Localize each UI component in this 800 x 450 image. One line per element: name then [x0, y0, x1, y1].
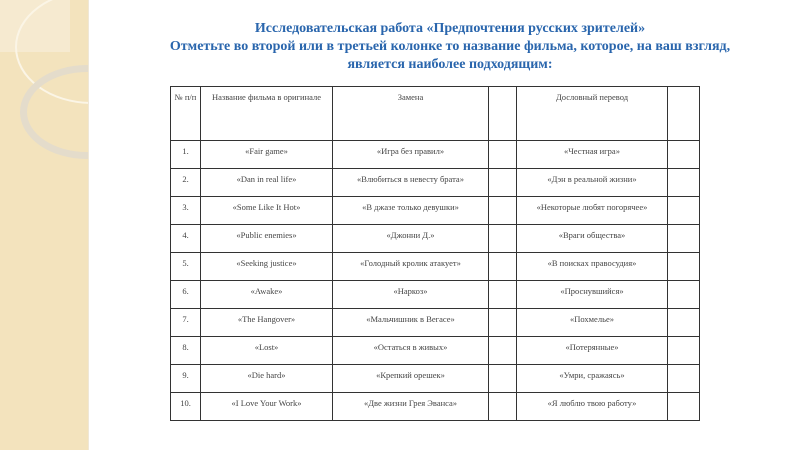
literal-translation: «Умри, сражаясь»	[517, 365, 668, 393]
header-original-title: Название фильма в оригинале	[201, 87, 333, 141]
literal-translation: «Враги общества»	[517, 225, 668, 253]
literal-translation: «Честная игра»	[517, 141, 668, 169]
original-title: «Awake»	[201, 281, 333, 309]
table-row	[171, 281, 700, 309]
mark-replacement-cell[interactable]	[489, 253, 517, 281]
row-number: 5.	[171, 253, 201, 281]
mark-literal-cell[interactable]	[668, 393, 700, 421]
mark-literal-cell[interactable]	[668, 169, 700, 197]
mark-replacement-cell[interactable]	[489, 141, 517, 169]
row-number: 9.	[171, 365, 201, 393]
row-number: 7.	[171, 309, 201, 337]
replacement-title: «Игра без правил»	[333, 141, 489, 169]
replacement-title: «Остаться в живых»	[333, 337, 489, 365]
row-number: 3.	[171, 197, 201, 225]
decorative-sidebar	[0, 0, 89, 450]
mark-replacement-cell[interactable]	[489, 197, 517, 225]
literal-translation: «Я люблю твою работу»	[517, 393, 668, 421]
header-check-literal[interactable]	[668, 87, 700, 141]
row-number: 1.	[171, 141, 201, 169]
literal-translation: «Похмелье»	[517, 309, 668, 337]
mark-literal-cell[interactable]	[668, 309, 700, 337]
mark-literal-cell[interactable]	[668, 281, 700, 309]
original-title: «Dan in real life»	[201, 169, 333, 197]
literal-translation: «Некоторые любят погорячее»	[517, 197, 668, 225]
mark-literal-cell[interactable]	[668, 197, 700, 225]
original-title: «Public enemies»	[201, 225, 333, 253]
replacement-title: «Крепкий орешек»	[333, 365, 489, 393]
original-title: «I Love Your Work»	[201, 393, 333, 421]
original-title: «Some Like It Hot»	[201, 197, 333, 225]
slide-title	[100, 20, 800, 74]
row-number: 10.	[171, 393, 201, 421]
row-number: 8.	[171, 337, 201, 365]
header-literal-translation: Дословный перевод	[517, 87, 668, 141]
table-row	[171, 309, 700, 337]
mark-replacement-cell[interactable]	[489, 365, 517, 393]
replacement-title: «Две жизни Грея Эванса»	[333, 393, 489, 421]
mark-replacement-cell[interactable]	[489, 309, 517, 337]
table-row	[171, 169, 700, 197]
table-row	[171, 393, 700, 421]
mark-literal-cell[interactable]	[668, 337, 700, 365]
original-title: «Seeking justice»	[201, 253, 333, 281]
title-line-1: Исследовательская работа «Предпочтения русских зрителей»	[254, 21, 646, 36]
replacement-title: «Мальчишник в Вегасе»	[333, 309, 489, 337]
mark-replacement-cell[interactable]	[489, 337, 517, 365]
literal-translation: «Потерянные»	[517, 337, 668, 365]
header-number: № п/п	[171, 87, 201, 141]
replacement-title: «Голодный кролик атакует»	[333, 253, 489, 281]
header-replacement: Замена	[333, 87, 489, 141]
header-check-replacement[interactable]	[489, 87, 517, 141]
table-row	[171, 197, 700, 225]
original-title: «Die hard»	[201, 365, 333, 393]
mark-replacement-cell[interactable]	[489, 225, 517, 253]
mark-literal-cell[interactable]	[668, 365, 700, 393]
mark-replacement-cell[interactable]	[489, 169, 517, 197]
films-table	[170, 86, 700, 421]
original-title: «Lost»	[201, 337, 333, 365]
mark-literal-cell[interactable]	[668, 253, 700, 281]
title-line-3: является наиболее подходящим:	[347, 57, 553, 72]
table-row	[171, 365, 700, 393]
replacement-title: «Наркоз»	[333, 281, 489, 309]
mark-literal-cell[interactable]	[668, 141, 700, 169]
table-row	[171, 337, 700, 365]
original-title: «Fair game»	[201, 141, 333, 169]
literal-translation: «Дэн в реальной жизни»	[517, 169, 668, 197]
title-line-2: Отметьте во второй или в третьей колонке то название фильма, которое, на ваш взгляд,	[169, 39, 731, 54]
row-number: 4.	[171, 225, 201, 253]
original-title: «The Hangover»	[201, 309, 333, 337]
mark-literal-cell[interactable]	[668, 225, 700, 253]
mark-replacement-cell[interactable]	[489, 281, 517, 309]
table-row	[171, 253, 700, 281]
table-row	[171, 225, 700, 253]
table-row	[171, 141, 700, 169]
mark-replacement-cell[interactable]	[489, 393, 517, 421]
replacement-title: «Джонни Д.»	[333, 225, 489, 253]
replacement-title: «В джазе только девушки»	[333, 197, 489, 225]
table-header-row	[171, 87, 700, 141]
row-number: 2.	[171, 169, 201, 197]
replacement-title: «Влюбиться в невесту брата»	[333, 169, 489, 197]
literal-translation: «Проснувшийся»	[517, 281, 668, 309]
literal-translation: «В поисках правосудия»	[517, 253, 668, 281]
row-number: 6.	[171, 281, 201, 309]
